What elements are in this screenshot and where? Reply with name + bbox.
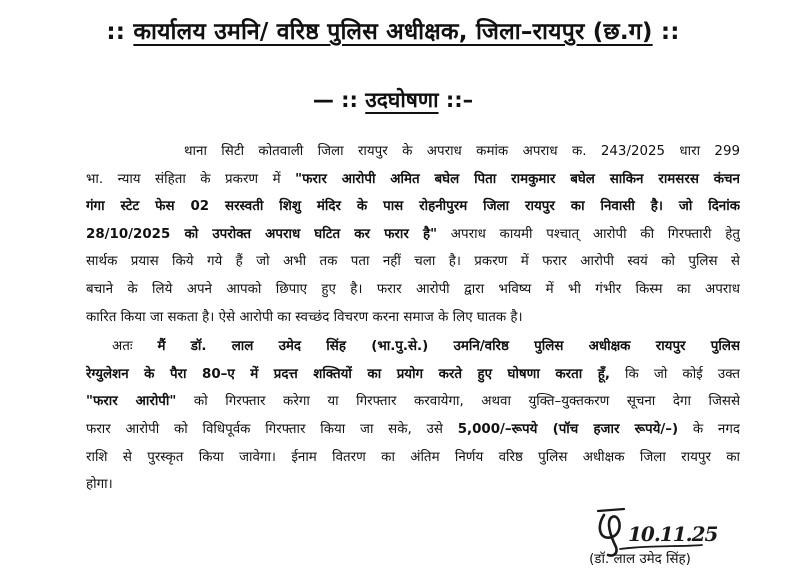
document-body	[86, 138, 740, 499]
body-line	[86, 138, 740, 166]
line-text: सार्थक प्रयास किये गये हैं जो अभी तक पता नहीं चला है। प्रकरण में फरार आरोपी स्वयं को पुलिस से	[86, 254, 740, 270]
line-text: अपराध कायमी पश्चात् आरोपी की गिरफ्तारी हेतु	[437, 226, 740, 242]
line-text: कारित किया जा सकता है। ऐसे आरोपी का स्वच्छंद विचरण करना समाज के लिए घातक है।	[86, 309, 523, 325]
header-prefix: ::	[106, 19, 134, 45]
line-text: को गिरफ्तार करेगा या गिरफ्तार करवायेगा, अथवा युक्ति–युक्तकरण सूचना देगा जिससे	[176, 394, 740, 410]
proclamation-heading	[0, 86, 786, 114]
body-line	[86, 333, 740, 361]
line-text: भा. न्याय संहिता के प्रकरण में	[86, 171, 296, 187]
line-text: के नगद	[678, 421, 740, 437]
line-text: बचाने के लिये अपने आपको छिपाए हुए है। फरार आरोपी द्वारा भविष्य में भी गंभीर किस्म का अपराध	[86, 281, 740, 297]
line-text: कि जो कोई उक्त	[609, 366, 740, 382]
office-header	[0, 14, 786, 46]
body-line	[86, 388, 740, 416]
body-line	[86, 166, 740, 194]
absconding-accused-label: "फरार आरोपी"	[86, 394, 177, 410]
paragraph-case-details	[86, 138, 740, 331]
subheading-prefix: — ::	[312, 88, 366, 112]
reward-amount: 5,000/–रूपये (पॉच हजार रूपये/–)	[457, 421, 679, 437]
proclamation-title: उदघोषणा	[365, 88, 439, 112]
line-text: अतः	[112, 339, 158, 355]
body-line	[86, 193, 740, 221]
header-suffix: ::	[652, 19, 680, 45]
signatory-name: (डॉ. लाल उमेद सिंह)	[589, 552, 691, 567]
body-line	[86, 361, 740, 389]
body-line	[86, 248, 740, 276]
line-text: फरार आरोपी को विधिपूर्वक गिरफ्तार किया जा सके, उसे	[86, 421, 458, 437]
body-line	[86, 471, 740, 499]
accused-details: "फरार आरोपी अमित बघेल पिता रामकुमार बघेल साकिन रामसरस कंचन	[295, 171, 740, 187]
body-line	[86, 276, 740, 304]
accused-details: 28/10/2025 को उपरोक्त अपराध घटित कर फरार है"	[86, 226, 438, 242]
line-text: होगा।	[86, 477, 113, 493]
officer-declaration: मैं डॉ. लाल उमेद सिंह (भा.पु.से.) उमनि/वरिष्ठ पुलिस अधीक्षक रायपुर पुलिस	[157, 339, 740, 355]
accused-details: गंगा स्टेट फेस 02 सरस्वती शिशु मंदिर के पास रोहनीपुरम जिला रायपुर का निवासी है। जो दिनांक	[86, 199, 740, 215]
body-line	[86, 444, 740, 472]
subheading-suffix: ::–	[438, 88, 474, 112]
line-text: थाना सिटी कोतवाली जिला रायपुर के अपराध कमांक अपराध क. 243/2025 धारा 299	[184, 144, 740, 159]
paragraph-declaration	[86, 333, 740, 499]
body-line	[86, 304, 740, 332]
signature-date: 10.11.25	[628, 522, 718, 546]
body-line	[86, 221, 740, 249]
body-line	[86, 416, 740, 444]
line-text: राशि से पुरस्कृत किया जावेगा। ईनाम वितरण का अंतिम निर्णय वरिष्ठ पुलिस अधीक्षक जिला रायपुर का	[86, 449, 740, 465]
officer-declaration: रेग्युलेशन के पैरा 80–ए में प्रदत्त शक्तियों का प्रयोग करते हुए घोषणा करता हूँ,	[86, 366, 610, 382]
office-title: कार्यालय उमनि/ वरिष्ठ पुलिस अधीक्षक, जिला–रायपुर (छ.ग)	[133, 19, 653, 45]
